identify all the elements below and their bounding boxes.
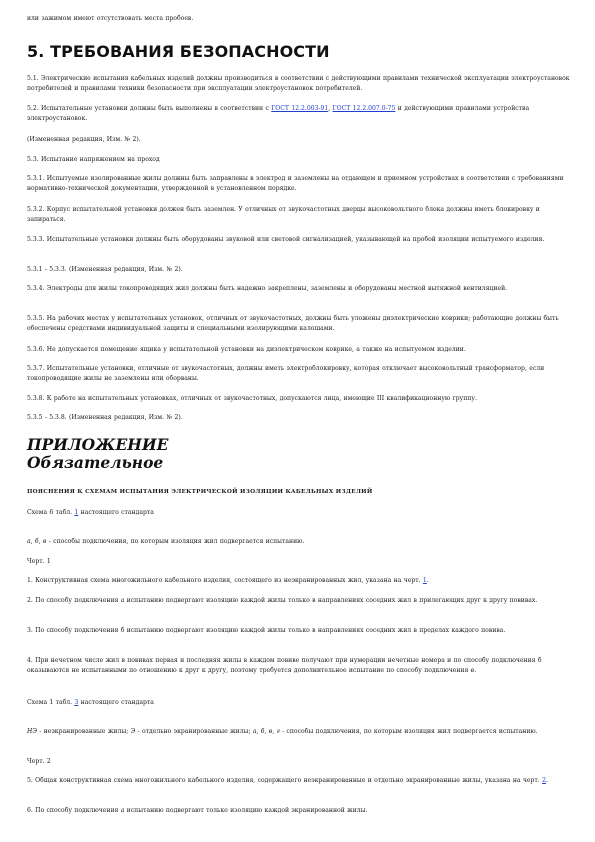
- separator: ,: [328, 105, 333, 112]
- item-2: [27, 596, 573, 606]
- item-5-tail: .: [545, 777, 548, 784]
- legend-1-letters: а, б, в: [27, 538, 47, 545]
- legend-1-text: - способы подключения, по которым изоляция жил подвергается испытанию.: [46, 538, 305, 545]
- item-4: [27, 656, 573, 676]
- chart-1-label: Черт. 1: [27, 558, 51, 565]
- chart-1-link[interactable]: 1: [422, 577, 427, 584]
- paragraph-5-3: 5.3. Испытание напряжением на проход: [27, 156, 160, 163]
- item-6: [27, 806, 573, 816]
- table-3-link[interactable]: 3: [74, 699, 79, 706]
- paragraph-5-2-text: 5.2. Испытательные установки должны быть выполнены в соответствии с: [27, 105, 272, 112]
- scheme-2-caption: [27, 698, 573, 708]
- paragraph-5-3-6: 5.3.6. Не допускается помещение ящика у испытательной установки на диэлектрическом коврике, а также на испытуемом изделии.: [27, 346, 466, 353]
- item-2-text: 2. По способу подключения: [27, 597, 121, 604]
- edit-note-2: 5.3.1 - 5.3.3. (Измененная редакция, Изм. № 2).: [27, 266, 183, 273]
- legend-2-e-text: - отдельно экранированные жилы;: [135, 728, 253, 735]
- item-5-text: 5. Общая конструктивная схема многожильного кабельного изделия, содержащего неэкранированные и отдельно экранированные жилы, указана на черт.: [27, 777, 543, 784]
- item-3: 3. По способу подключения б испытанию подвергают изоляцию каждой жилы только в направлениях соседних жил в пределах каждого повива.: [27, 627, 506, 634]
- paragraph-5-3-4: 5.3.4. Электроды для жилы токопроводящих жил должны быть надежно закреплены, заземлены и оборудованы местной вытяжной вентиляцией.: [27, 285, 508, 292]
- legend-2-e: Э: [130, 728, 136, 735]
- appendix-header: [27, 436, 573, 472]
- paragraph-5-3-8: 5.3.8. К работе на испытательных установках, отличных от звукочастотных, допускаются лица, имеющие III квалификационную группу.: [27, 395, 477, 402]
- item-1-text: 1. Конструктивная схема многожильного кабельного изделия, состоящего из неэкранированных жил, указана на черт.: [27, 577, 423, 584]
- legend-2-ne-text: - неэкранированные жилы;: [36, 728, 131, 735]
- scheme-1-caption: [27, 508, 573, 518]
- scheme-1-tail: настоящего стандарта: [78, 509, 154, 516]
- paragraph-5-3-3: 5.3.3. Испытательные установки должны быть оборудованы звуковой или световой сигнализацией, указывающей на пробой изоляции испытуемого изделия.: [27, 236, 545, 243]
- paragraph-5-3-2: 5.3.2. Корпус испытательной установки должен быть заземлен. У отличных от звукочастотных дверцы высоковольтного блока должны иметь блокировку и запираться.: [27, 206, 540, 223]
- scheme-2-text: Схема 1 табл.: [27, 699, 75, 706]
- legend-1: [27, 537, 573, 547]
- item-2-tail: испытанию подвергают изоляцию каждой жилы только в направлениях соседних жил в прилегающих друг к другу повивах.: [124, 597, 538, 604]
- section-title: 5. ТРЕБОВАНИЯ БЕЗОПАСНОСТИ: [27, 42, 330, 61]
- paragraph-5-3-1: 5.3.1. Испытуемые изолированные жилы должны быть заправлены в электрод и заземлены на отдающем и приемном устройствах в соответствии с требованиями нормативно-технической документации, утвержденной в установленном порядке.: [27, 175, 564, 192]
- item-1: [27, 576, 573, 586]
- scheme-2-tail: настоящего стандарта: [78, 699, 154, 706]
- scheme-1-text: Схема 6 табл.: [27, 509, 75, 516]
- gost-12-2-003-link[interactable]: ГОСТ 12.2.003-91: [271, 105, 329, 112]
- edit-note-1: (Измененная редакция, Изм. № 2).: [27, 136, 141, 143]
- appendix-heading: ПОЯСНЕНИЯ К СХЕМАМ ИСПЫТАНИЯ ЭЛЕКТРИЧЕСКОЙ ИЗОЛЯЦИИ КАБЕЛЬНЫХ ИЗДЕЛИЙ: [27, 489, 373, 495]
- paragraph-5-3-7: 5.3.7. Испытательные установки, отличные от звукочастотных, должны иметь электроблокировку, которая отключает высоковольтный трансформатор, если токопроводящие жилы не заземлены или оборваны.: [27, 365, 545, 382]
- item-5: [27, 776, 573, 786]
- item-6-tail: испытанию подвергают только изоляцию каждой экранированной жилы.: [124, 807, 368, 814]
- legend-2-ne: НЭ: [27, 728, 37, 735]
- top-line: или зажимом имеют отсутствовать места пробоев.: [27, 15, 194, 22]
- edit-note-3: 5.3.5 - 5.3.8. (Измененная редакция, Изм. № 2).: [27, 414, 183, 421]
- appendix-subtitle: Обязательное: [27, 453, 164, 472]
- appendix-title: ПРИЛОЖЕНИЕ: [27, 435, 169, 454]
- item-4-text: 4. При нечетном числе жил в повивах первая и последняя жилы в каждом повиве получают при нумерации нечетные номера и по способу подключения б оказываются не испытанными по отношению к друг к другу, поэтому требуется дополнительное испытание по способу подключения: [27, 657, 542, 674]
- chart-2-link[interactable]: 2: [542, 777, 546, 784]
- item-2-letter: а: [120, 597, 125, 604]
- gost-12-2-007-link[interactable]: ГОСТ 12.2.007.0-75: [332, 105, 396, 112]
- item-6-letter: а: [120, 807, 125, 814]
- paragraph-5-2: [27, 104, 573, 124]
- legend-2-tail: - способы подключения, по которым изоляция жил подвергается испытанию.: [279, 728, 538, 735]
- item-1-tail: .: [426, 577, 429, 584]
- item-6-text: 6. По способу подключения: [27, 807, 121, 814]
- chart-2-label: Черт. 2: [27, 758, 51, 765]
- paragraph-5-3-5: 5.3.5. На рабочих местах у испытательных установок, отличных от звукочастотных, должны быть уложены диэлектрические коврики; работающие должны быть обеспечены средствами индивидуальной защиты и специальными изолирующими калошами.: [27, 315, 559, 332]
- item-4-tail: .: [474, 666, 477, 674]
- item-4-letter: в: [470, 666, 475, 674]
- table-1-link[interactable]: 1: [74, 509, 79, 516]
- legend-2: [27, 727, 573, 737]
- legend-2-letters: а, б, в, г: [252, 728, 280, 735]
- paragraph-5-1: 5.1. Электрические испытания кабельных изделий должны производиться в соответствии с действующими правилами технической эксплуатации электроустановок потребителей и правилами техники безопасности при эксплуатации электроустановок потребителей.: [27, 75, 570, 92]
- paragraph-5-2-tail: и действующими правилами устройства электроустановок.: [27, 105, 530, 122]
